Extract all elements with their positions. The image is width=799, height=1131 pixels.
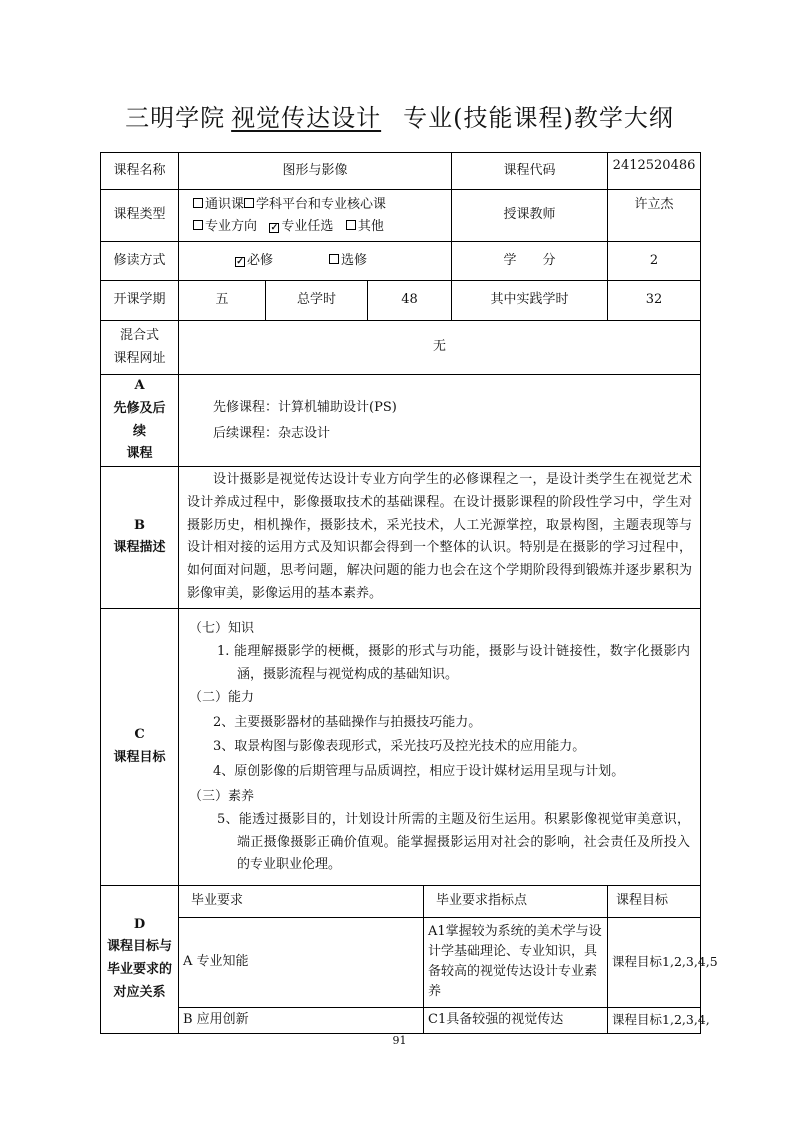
title-suffix: 专业(技能课程)教学大纲 [403,104,674,132]
study-mode-label: 修读方式 [101,242,179,281]
mapping-row [101,917,701,1007]
mapping-row [101,1007,701,1033]
type-elective-label: 专业任选 [281,218,334,234]
type-platform-label: 学科平台和专业核心课 [256,197,387,213]
type-general-label: 通识课 [205,197,245,213]
checkbox-platform[interactable] [244,198,254,208]
row-section-c [101,608,701,885]
website-label-line1: 混合式 [119,327,159,343]
section-d-line1: 课程目标与 [106,939,172,955]
course-code-value: 2412520486 [608,153,701,190]
title-major: 视觉传达设计 [231,104,382,132]
checkbox-elective-checked[interactable]: ✓ [270,222,279,233]
mapping-header-indicator: 毕业要求指标点 [424,885,608,917]
section-a-label [101,375,179,467]
goals-content [179,608,701,885]
practice-hours-label: 其中实践学时 [452,281,608,321]
checkbox-direction[interactable] [193,220,203,230]
goals-heading-knowledge: （七）知识 [189,620,255,636]
prereq-content [179,375,701,467]
type-other-label: 其他 [357,218,384,234]
course-type-label: 课程类型 [101,190,179,242]
section-d-line2: 毕业要求的 [106,962,172,977]
row-section-b [101,467,701,609]
credit-value: 2 [608,242,701,281]
goal-4: 4、原创影像的后期管理与品质调控，相应于设计媒材运用呈现与计划。 [213,764,625,779]
mapping-header-goal: 课程目标 [608,885,701,917]
row-semester [101,281,701,321]
checkbox-optional[interactable] [329,254,339,264]
row-course-name [101,153,701,190]
mapping-indicator-a: A1掌握较为系统的美术学与设计学基础理论、专业知识，具备较高的视觉传达设计专业素养 [424,917,608,1007]
goals-heading-ability: （二）能力 [189,689,255,705]
syllabus-table [100,152,718,1034]
row-course-type [101,190,701,242]
section-b-title: 课程描述 [113,540,166,556]
section-c-title: 课程目标 [113,749,166,765]
mapping-req-a: A 专业知能 [179,917,424,1007]
mapping-req-b: B 应用创新 [179,1007,424,1033]
study-required-label: 必修 [247,252,274,268]
study-elective-label: 选修 [341,252,368,268]
practice-hours-value: 32 [608,281,701,321]
type-direction-label: 专业方向 [205,218,258,234]
goal-5: 5、能透过摄影目的，计划设计所需的主题及衍生运用。积累影像视觉审美意识，端正摄像摄影正确价值观。能掌握摄影运用对社会的影响，社会责任及所投入的专业职业伦理。 [217,812,691,873]
teacher-value: 许立杰 [608,190,701,242]
checkbox-required-checked[interactable]: ✓ [236,256,244,267]
semester-value: 五 [179,281,266,321]
page-title [0,98,799,133]
section-d-line3: 对应关系 [113,984,166,1000]
row-study-mode [101,242,701,281]
website-value: 无 [179,321,701,375]
website-label-line2: 课程网址 [113,350,166,366]
section-c-label [101,608,179,885]
section-b-label [101,467,179,609]
goals-heading-quality: （三）素养 [189,788,255,804]
followup-text: 后续课程：杂志设计 [213,425,331,441]
title-school: 三明学院 [125,104,226,132]
section-a-letter: A [134,378,145,393]
credit-label: 学 分 [452,242,608,281]
mapping-goal-a: 课程目标1,2,3,4,5 [608,917,701,1007]
mapping-goal-b: 课程目标1,2,3,4, [608,1007,701,1033]
mapping-header-row [101,885,701,917]
course-code-label: 课程代码 [452,153,608,190]
section-d-label [101,885,179,1033]
mapping-header-req: 毕业要求 [179,885,424,917]
teacher-label: 授课教师 [452,190,608,242]
course-name-label: 课程名称 [101,153,179,190]
mapping-indicator-b: C1具备较强的视觉传达 [424,1007,608,1033]
checkbox-other[interactable] [346,220,356,230]
checkbox-general[interactable] [193,198,203,208]
section-a-line3: 课程 [126,446,153,462]
section-b-letter: B [134,517,145,533]
goal-3: 3、取景构图与影像表现形式，采光技巧及控光技术的应用能力。 [213,739,586,755]
total-hours-value: 48 [368,281,452,321]
total-hours-label: 总学时 [266,281,368,321]
prereq-text: 先修课程：计算机辅助设计(PS) [213,399,397,415]
goal-1: 1. 能理解摄影学的梗概，摄影的形式与功能，摄影与设计链接性，数字化摄影内涵，摄影流程与视觉构成的基础知识。 [217,644,691,682]
section-d-letter: D [133,916,146,932]
description-text: 设计摄影是视觉传达设计专业方向学生的必修课程之一，是设计类学生在视觉艺术设计养成过程中，影像摄取技术的基础课程。在设计摄影课程的阶段性学习中，学生对摄影历史，相机操作，摄影技术，采光技术，人工光源掌控，取景构图，主题表现等与设计相对接的运用方式及知识都会得到一个整体的认识。特别是在摄影的学习过程中，如何面对问题，思考问题，解决问题的能力也会在这个学期阶段得到锻炼并逐步累积为影像审美，影像运用的基本素养。 [179,467,701,609]
semester-label: 开课学期 [101,281,179,321]
section-a-line1: 先修及后 [113,400,166,416]
row-section-a [101,375,701,467]
website-label [101,321,179,375]
row-website [101,321,701,375]
section-a-line2: 续 [132,423,146,439]
course-name-value: 图形与影像 [179,153,452,190]
study-mode-options [179,242,452,281]
course-type-options [179,190,452,242]
page-number: 91 [392,1034,407,1047]
section-c-letter: C [134,726,145,742]
goal-2: 2、主要摄影器材的基础操作与拍摄技巧能力。 [213,714,482,730]
